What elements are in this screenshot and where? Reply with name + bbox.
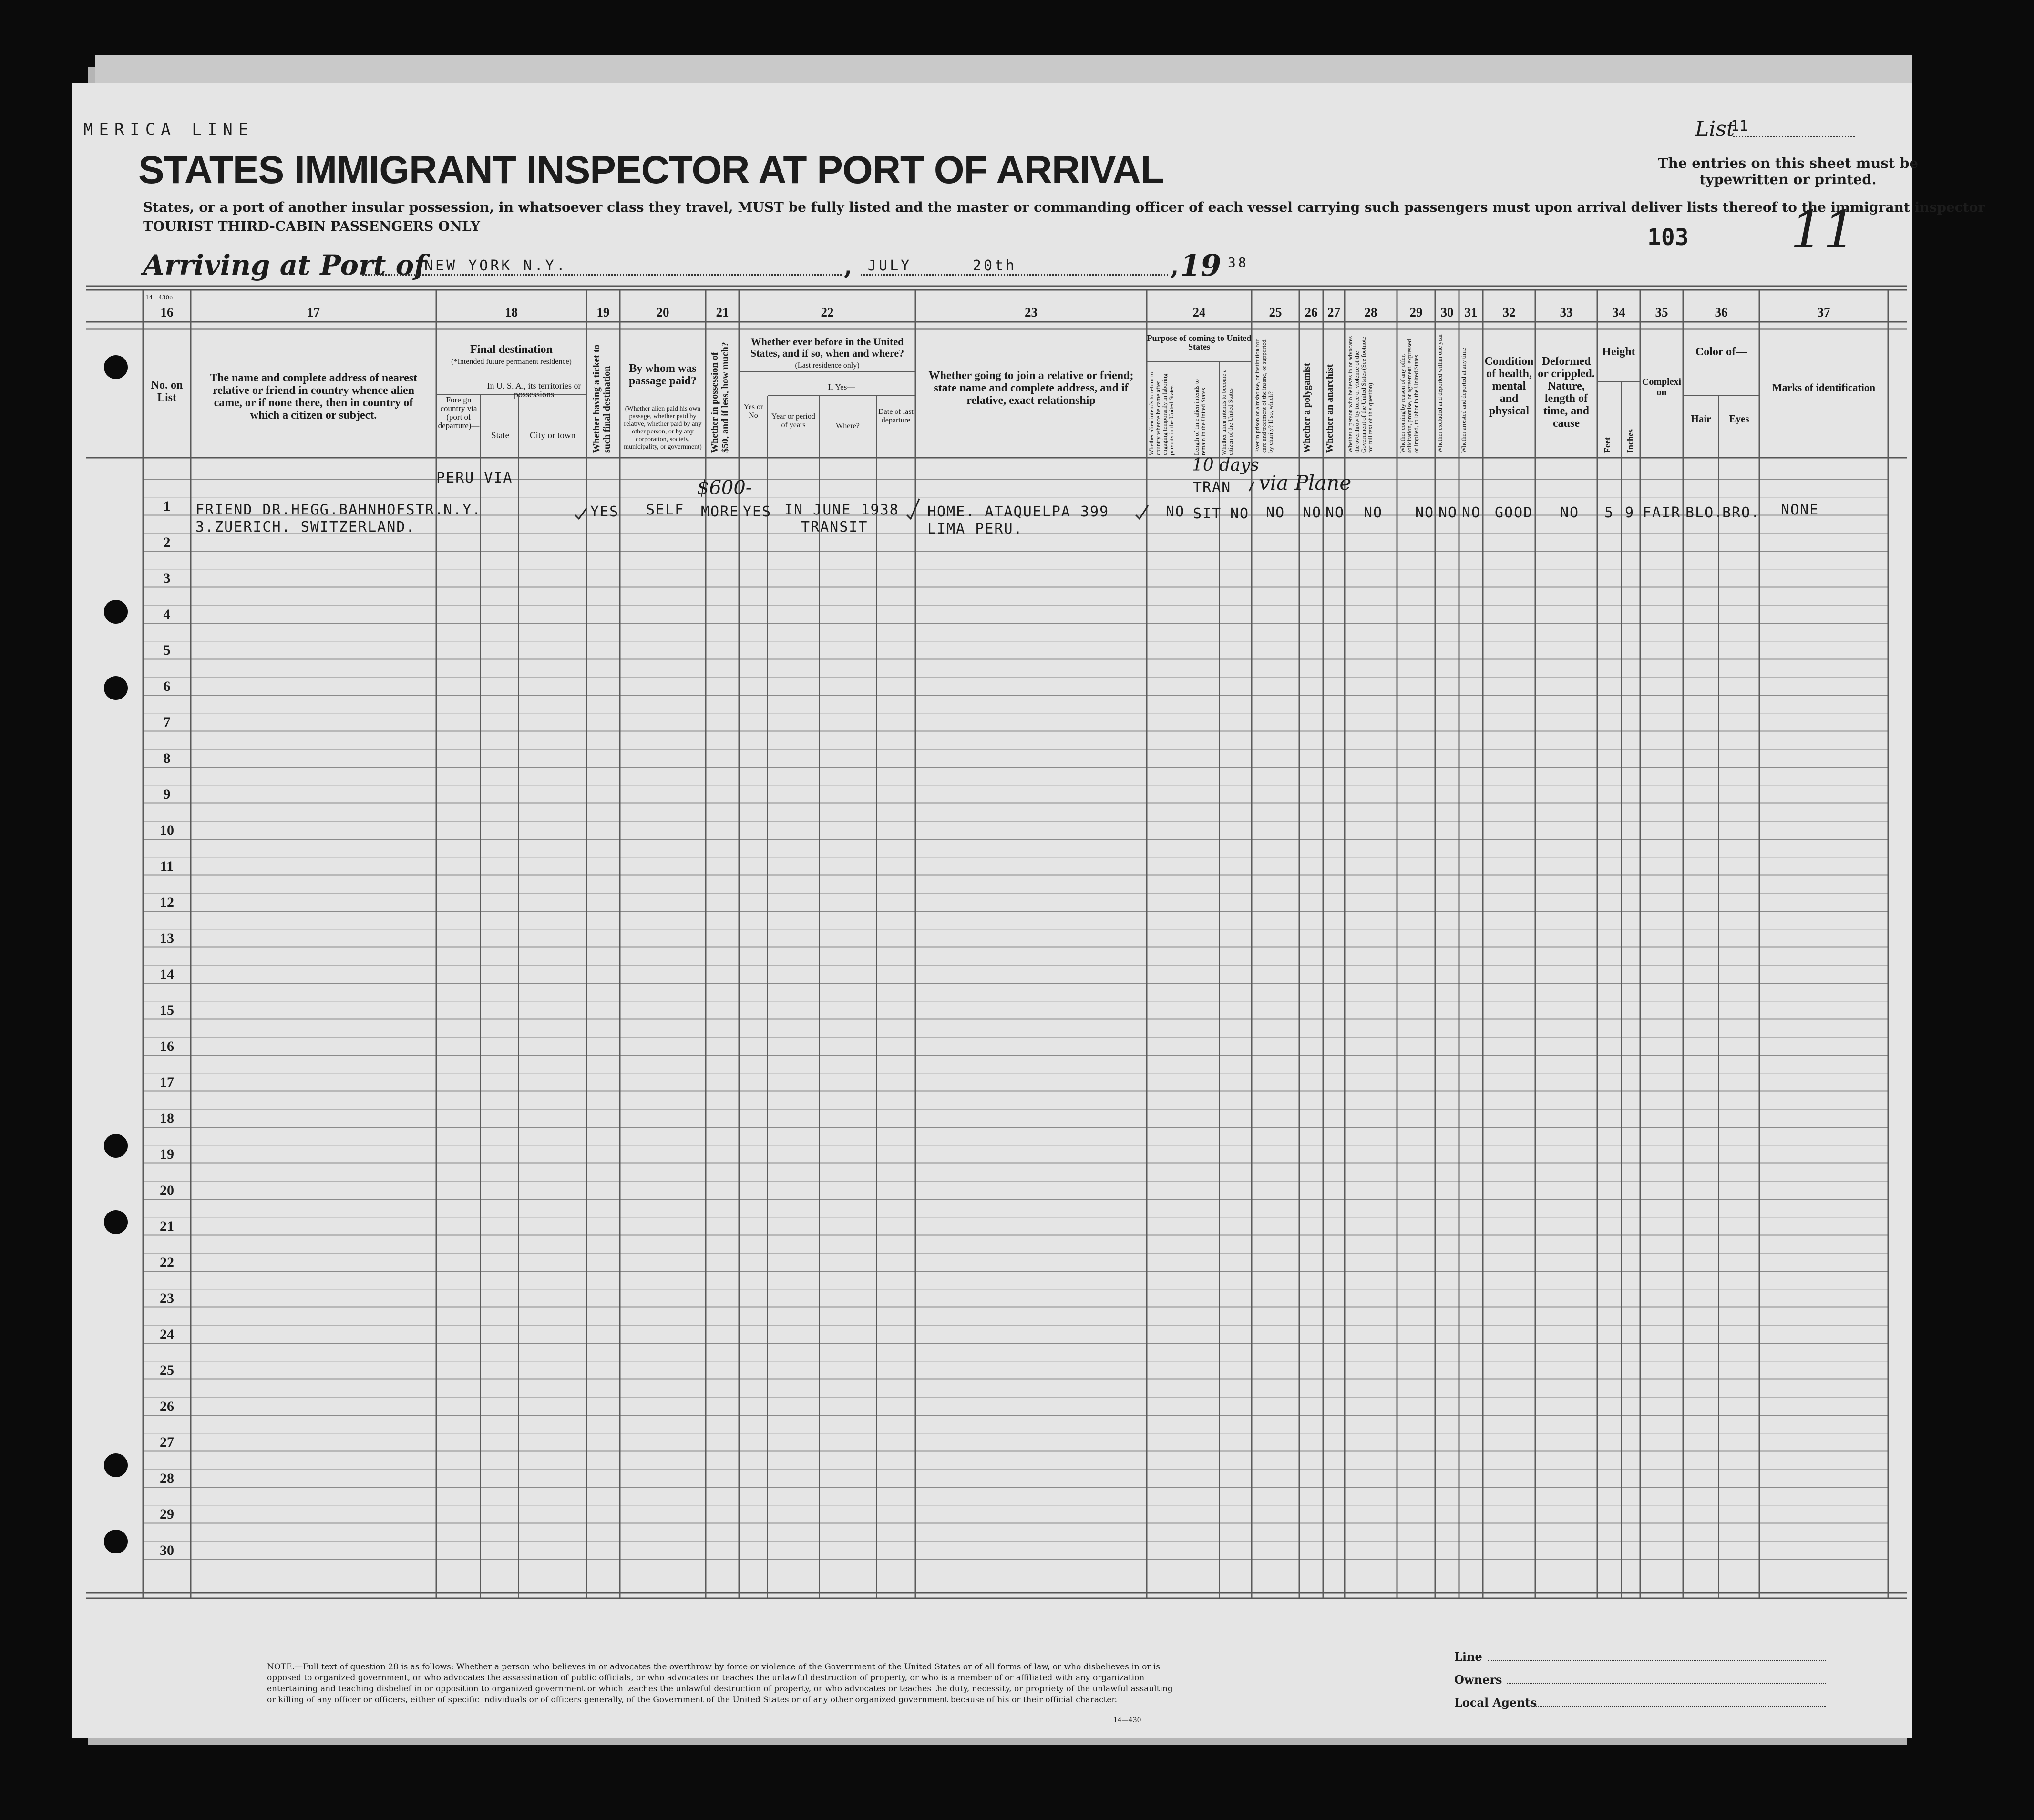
row-number: 11	[160, 858, 174, 874]
year-prefix: 19	[1180, 248, 1222, 283]
row-number: 8	[163, 750, 171, 766]
col-num-33: 33	[1560, 305, 1573, 319]
entry-foreign-line2: N.Y.	[443, 502, 482, 518]
row-number: 28	[160, 1470, 174, 1486]
col-subheader-passage-paid: (Whether alien paid his own passage, whether paid by relative, whether paid by any other person, or by any corporation, society, municipality, or government)	[624, 405, 702, 451]
col-header-polygamist: Whether a polygamist	[1302, 363, 1312, 453]
entry-join-line2: LIMA PERU.	[927, 521, 1023, 537]
col-header-foreign-country: Foreign country via (port of departure)—	[438, 395, 480, 430]
col-header-yes-no: Yes or No	[743, 403, 763, 420]
col-num-34: 34	[1612, 305, 1625, 319]
entry-length-sit: SIT	[1193, 505, 1222, 522]
entry-before: YES	[743, 504, 772, 520]
comma: ,	[844, 252, 853, 280]
row-number: 29	[160, 1506, 174, 1522]
col-num-28: 28	[1364, 305, 1377, 319]
col-subheader-last-residence: (Last residence only)	[795, 361, 860, 370]
col-num-17: 17	[307, 305, 320, 319]
row-number: 27	[160, 1434, 174, 1450]
entry-question-29: NO	[1415, 504, 1435, 521]
entry-join: HOME. ATAQUELPA 399	[927, 504, 1109, 520]
row-number: 10	[160, 822, 174, 838]
col-header-state: State	[491, 431, 509, 441]
row-number: 1	[163, 498, 171, 514]
col-header-deformed: Deformed or crippled. Nature, length of time, and cause	[1538, 355, 1595, 430]
row-number: 7	[163, 714, 171, 730]
col-header-prison: Ever in prison or almshouse, or institution for care and treatment of the insane, or supported by charity? If so, which?	[1253, 339, 1274, 453]
entry-money-handwritten: $600-	[697, 477, 752, 499]
col-header-feet: Feet	[1603, 437, 1612, 453]
check-mark	[575, 508, 586, 519]
port-value: NEW YORK N.Y.	[424, 257, 567, 274]
entry-citizen: NO	[1230, 505, 1250, 522]
row-number: 4	[163, 606, 171, 622]
entry-foreign-line1: PERU VIA	[436, 470, 513, 486]
typewritten-notice: The entries on this sheet must be typewritten or printed.	[1658, 155, 1918, 187]
col-header-hair: Hair	[1691, 413, 1711, 424]
col-header-color: Color of—	[1695, 346, 1747, 358]
col-num-37: 37	[1817, 305, 1830, 319]
row-number: 5	[163, 642, 171, 658]
row-number: 9	[163, 786, 171, 802]
col-header-marks: Marks of identification	[1772, 381, 1876, 393]
row-number: 6	[163, 678, 171, 694]
row-number: 20	[160, 1182, 174, 1198]
agents-label: Local Agents	[1454, 1696, 1537, 1709]
col-header-height: Height	[1602, 346, 1635, 358]
row-number: 12	[160, 894, 174, 910]
page-title: STATES IMMIGRANT INSPECTOR AT PORT OF ARRIVAL	[138, 148, 1164, 192]
entry-inches: 9	[1625, 504, 1635, 521]
col-header-question-28: Whether a person who believes in or advocates the overthrow by force or violence of the Government of the United States (See footnote for full text of this question)	[1346, 336, 1374, 453]
col-header-money: Whether in possession of $50, and if less, how much?	[709, 342, 730, 453]
entry-hair: BLO.	[1685, 504, 1724, 521]
comma: ,	[1171, 252, 1179, 280]
col-header-eyes: Eyes	[1729, 413, 1749, 424]
entry-health: GOOD	[1495, 504, 1533, 521]
col-header-usa: In U. S. A., its territories or possessions	[487, 381, 581, 399]
row-number: 25	[160, 1362, 174, 1378]
row-number: 13	[160, 930, 174, 946]
question-28-footnote: NOTE.—Full text of question 28 is as follows: Whether a person who believes in or advocates the overthrow by force or violence of the Government of the United States or of all forms of law, or who disbelieves in or is opposed to organized government, or who advocates the assassination of public officials, or who advocates or teaches the unlawful destruction of property, or who is a member of or affiliated with any organization entertaining and teaching disbelief in or opposition to organized government or which teaches the unlawful destruction of property, or who advocates or teaches the duty, necessity, or propriety of the unlawful assaulting or killing of any officer or officers, either of specific individuals or of officers generally, of the Government of the United States or of any other organized government because of his or their official character.	[267, 1662, 1173, 1705]
col-header-join-relative: Whether going to join a relative or friend; state name and complete address, and if relative, exact relationship	[928, 370, 1134, 407]
col-header-if-yes: If Yes—	[828, 382, 855, 391]
entry-where-transit: TRANSIT	[801, 519, 868, 535]
col-num-27: 27	[1327, 305, 1340, 319]
row-number: 30	[160, 1542, 174, 1558]
entry-deformed: NO	[1560, 504, 1580, 521]
col-header-year: Year or period of years	[771, 412, 815, 429]
row-number: 24	[160, 1326, 174, 1342]
col-header-excluded: Whether excluded and deported within one year	[1436, 334, 1443, 453]
entry-money: MORE	[701, 504, 740, 520]
entry-question-28: NO	[1364, 504, 1383, 521]
col-header-purpose-return: Whether alien intends to return to country whence he came after engaging temporarily in laboring pursuits in the United States	[1148, 371, 1175, 455]
col-header-labor-offer: Whether coming by reason of any offer, solicitation, promise, or agreement, expressed or implied, to labor in the United States	[1399, 339, 1419, 453]
col-header-anarchist: Whether an anarchist	[1325, 364, 1335, 453]
col-num-24: 24	[1192, 305, 1206, 319]
entry-polygamist: NO	[1303, 504, 1322, 521]
row-number: 19	[160, 1146, 174, 1162]
handwritten-tally: 11	[1790, 200, 1856, 260]
col-header-ticket: Whether having a ticket to such final destination	[591, 344, 612, 453]
passenger-class: TOURIST THIRD-CABIN PASSENGERS ONLY	[143, 218, 480, 234]
entry-length-tran: TRAN	[1193, 479, 1232, 496]
row-number: 3	[163, 570, 171, 586]
row-number: 23	[160, 1290, 174, 1306]
col-num-26: 26	[1305, 305, 1318, 319]
entry-anarchist: NO	[1325, 504, 1345, 521]
entry-purpose-return: NO	[1166, 504, 1185, 520]
entry-eyes: BRO.	[1722, 504, 1761, 521]
col-num-19: 19	[596, 305, 610, 319]
entry-marks: NONE	[1781, 502, 1819, 518]
entry-question-31: NO	[1462, 504, 1481, 521]
line-label: Line	[1454, 1650, 1482, 1664]
check-mark	[907, 499, 919, 519]
arriving-label: Arriving at Port of	[143, 249, 426, 281]
entry-year-when: IN JUNE 1938	[784, 502, 899, 518]
col-header-inches: Inches	[1625, 429, 1635, 453]
owners-label: Owners	[1454, 1673, 1502, 1686]
entry-question-30: NO	[1438, 504, 1458, 521]
row-number: 14	[160, 966, 174, 982]
row-number: 15	[160, 1002, 174, 1018]
col-header-final-destination: Final destination	[470, 343, 553, 356]
month-value: JULY	[868, 257, 912, 274]
year-suffix: 38	[1228, 255, 1249, 270]
col-subheader-permanent-residence: (*Intended future permanent residence)	[451, 358, 572, 366]
col-num-30: 30	[1440, 305, 1454, 319]
col-header-where: Where?	[836, 422, 860, 430]
entry-prison: NO	[1266, 504, 1285, 521]
col-header-no-on-list: No. on List	[151, 379, 183, 404]
form-number: 14—430	[1113, 1717, 1141, 1724]
col-num-35: 35	[1655, 305, 1668, 319]
row-number: 26	[160, 1398, 174, 1414]
entry-relative-line2: 3.ZUERICH. SWITZERLAND.	[195, 519, 416, 535]
col-header-arrested: Whether arrested and deported at any time	[1460, 348, 1467, 453]
col-header-city: City or town	[529, 431, 576, 441]
entry-relative-line1: FRIEND DR.HEGG.BAHNHOFSTR.	[195, 502, 444, 518]
col-num-16: 16	[160, 305, 174, 319]
col-header-complexion: Complexion	[1642, 377, 1682, 398]
subtitle: States, or a port of another insular possession, in whatsoever class they travel, MUST be fully listed and the master or commanding officer of each vessel carrying such passengers must upon arrival deliver lists thereof to the immigrant inspector	[143, 199, 1985, 215]
col-header-passage-paid: By whom was passage paid?	[628, 362, 697, 387]
col-header-length-of-stay: Length of time alien intends to remain in the United States	[1193, 379, 1207, 455]
row-number: 18	[160, 1110, 174, 1126]
entry-paid-by: SELF	[646, 502, 685, 518]
row-number: 16	[160, 1038, 174, 1054]
col-header-health: Condition of health, mental and physical	[1484, 355, 1534, 417]
row-number: 2	[163, 534, 171, 550]
col-header-purpose: Purpose of coming to United States	[1147, 333, 1252, 351]
col-num-21: 21	[716, 305, 729, 319]
ship-line: MERICA LINE	[83, 120, 254, 139]
check-mark	[1136, 505, 1148, 519]
col-num-29: 29	[1409, 305, 1423, 319]
list-number: 11	[1731, 118, 1748, 134]
list-label: List	[1695, 117, 1735, 141]
col-header-relative: The name and complete address of nearest relative or friend in country whence alien came, or if none there, then in country of which a citizen or subject.	[209, 372, 418, 422]
entry-feet: 5	[1604, 504, 1614, 521]
col-num-36: 36	[1715, 305, 1728, 319]
col-num-31: 31	[1464, 305, 1478, 319]
col-num-20: 20	[656, 305, 669, 319]
col-header-last-departure: Date of last departure	[878, 408, 914, 424]
line-rule	[1488, 1660, 1826, 1661]
entry-via-handwritten: via Plane	[1259, 471, 1352, 494]
agents-rule	[1531, 1706, 1826, 1707]
row-number: 21	[160, 1218, 174, 1234]
entry-ticket: YES	[590, 504, 619, 520]
entry-length-handwritten: 10 days	[1192, 455, 1259, 475]
col-num-18: 18	[505, 305, 518, 319]
col-header-citizen-intent: Whether alien intends to become a citizen of the United States	[1220, 369, 1234, 455]
owners-rule	[1507, 1683, 1826, 1684]
day-value: 20th	[973, 257, 1017, 274]
col-header-ever-before: Whether ever before in the United States, and if so, when and where?	[750, 336, 904, 359]
col-num-32: 32	[1502, 305, 1516, 319]
form-ref: 14—430e	[145, 294, 173, 301]
col-num-23: 23	[1025, 305, 1038, 319]
entry-complexion: FAIR	[1643, 504, 1681, 521]
col-num-25: 25	[1269, 305, 1282, 319]
row-number: 22	[160, 1254, 174, 1270]
row-number: 17	[160, 1074, 174, 1090]
check-mark	[1249, 482, 1254, 491]
stamp-number: 103	[1647, 224, 1689, 251]
col-num-22: 22	[821, 305, 834, 319]
